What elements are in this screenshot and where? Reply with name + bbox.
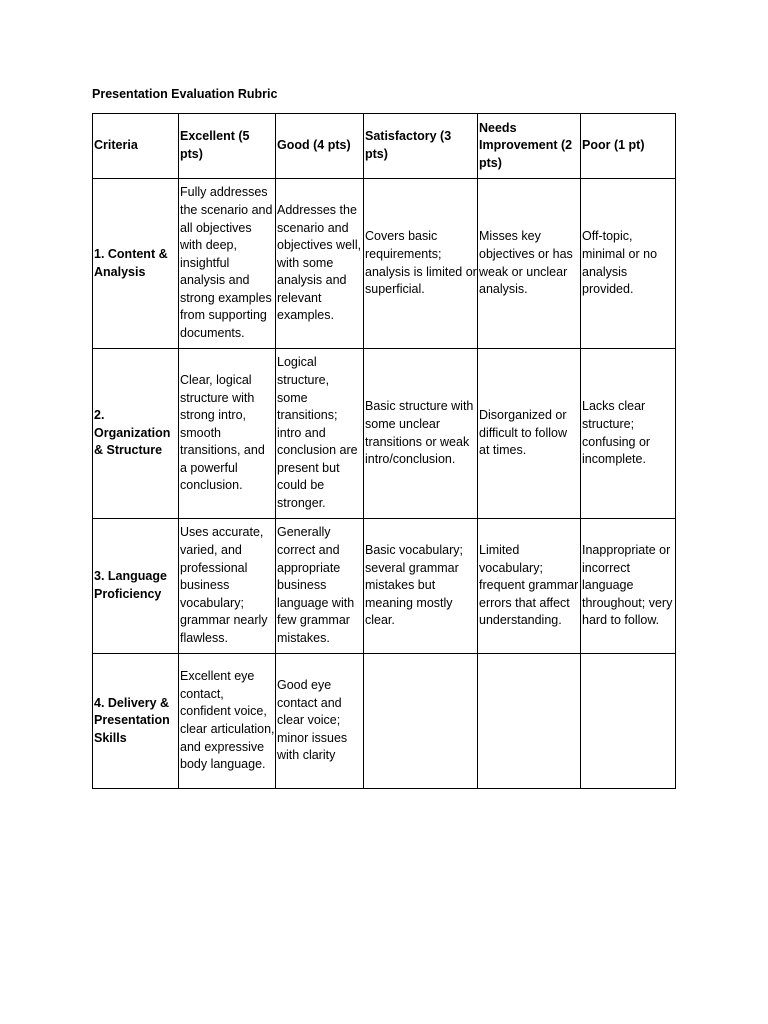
poor-cell	[581, 654, 676, 789]
header-satisfactory: Satisfactory (3 pts)	[364, 114, 478, 179]
criteria-cell: 1. Content & Analysis	[93, 179, 179, 349]
needs-improvement-cell: Limited vocabulary; frequent grammar errors that affect understanding.	[478, 519, 581, 654]
table-row	[93, 654, 676, 789]
document-title: Presentation Evaluation Rubric	[92, 87, 278, 101]
table-row	[93, 349, 676, 519]
poor-cell: Lacks clear structure; confusing or incomplete.	[581, 349, 676, 519]
header-poor: Poor (1 pt)	[581, 114, 676, 179]
needs-improvement-cell	[478, 654, 581, 789]
satisfactory-cell: Basic vocabulary; several grammar mistakes but meaning mostly clear.	[364, 519, 478, 654]
header-excellent: Excellent (5 pts)	[179, 114, 276, 179]
header-needs-improvement: Needs Improvement (2 pts)	[478, 114, 581, 179]
table-row	[93, 519, 676, 654]
needs-improvement-cell: Disorganized or difficult to follow at times.	[478, 349, 581, 519]
satisfactory-cell: Covers basic requirements; analysis is limited or superficial.	[364, 179, 478, 349]
criteria-cell: 3. Language Proficiency	[93, 519, 179, 654]
good-cell: Logical structure, some transitions; intro and conclusion are present but could be stronger.	[276, 349, 364, 519]
excellent-cell: Fully addresses the scenario and all objectives with deep, insightful analysis and strong examples from supporting documents.	[179, 179, 276, 349]
table-row	[93, 179, 676, 349]
rubric-table	[92, 113, 676, 789]
satisfactory-cell	[364, 654, 478, 789]
excellent-cell: Excellent eye contact, confident voice, clear articulation, and expressive body language.	[179, 654, 276, 789]
excellent-cell: Clear, logical structure with strong intro, smooth transitions, and a powerful conclusion.	[179, 349, 276, 519]
satisfactory-cell: Basic structure with some unclear transitions or weak intro/conclusion.	[364, 349, 478, 519]
good-cell: Generally correct and appropriate business language with few grammar mistakes.	[276, 519, 364, 654]
header-good: Good (4 pts)	[276, 114, 364, 179]
poor-cell: Inappropriate or incorrect language throughout; very hard to follow.	[581, 519, 676, 654]
needs-improvement-cell: Misses key objectives or has weak or unclear analysis.	[478, 179, 581, 349]
header-criteria: Criteria	[93, 114, 179, 179]
excellent-cell: Uses accurate, varied, and professional business vocabulary; grammar nearly flawless.	[179, 519, 276, 654]
good-cell: Good eye contact and clear voice; minor issues with clarity	[276, 654, 364, 789]
criteria-cell: 2. Organization & Structure	[93, 349, 179, 519]
poor-cell: Off-topic, minimal or no analysis provided.	[581, 179, 676, 349]
good-cell: Addresses the scenario and objectives well, with some analysis and relevant examples.	[276, 179, 364, 349]
table-header-row	[93, 114, 676, 179]
criteria-cell: 4. Delivery & Presentation Skills	[93, 654, 179, 789]
